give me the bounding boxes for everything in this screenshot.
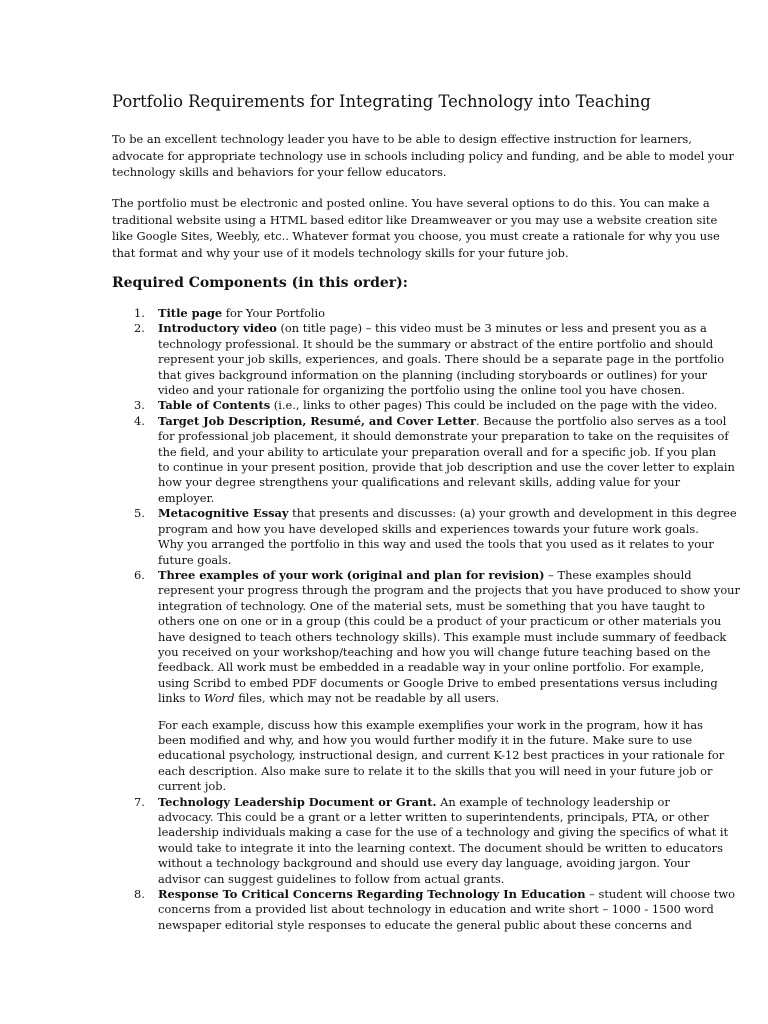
item-text: that gives background information on the planning (including storyboards or outlines) for your	[158, 367, 707, 382]
list-item	[112, 794, 729, 887]
required-components-list	[112, 306, 740, 933]
item-text: video and your rationale for organizing the portfolio using the online tool you have chosen.	[158, 383, 685, 398]
item-text: employer.	[158, 490, 215, 505]
item-lead: Technology Leadership Document or Grant.	[158, 794, 437, 809]
item-text-italic: Word	[204, 691, 235, 706]
item-text: links to	[158, 691, 205, 706]
item-text: program and how you have developed skills and experiences towards your future work goals.	[158, 521, 699, 536]
list-item	[112, 887, 735, 933]
item-text: without a technology background and should use every day language, avoiding jargon. Your	[158, 856, 690, 871]
item-text: files, which may not be readable by all users.	[234, 691, 500, 706]
paragraph-gap	[158, 707, 672, 718]
section-heading: Required Components (in this order):	[112, 275, 408, 291]
item-text: others one on one or in a group (this could be a product of your practicum or other materials you	[158, 614, 722, 629]
item-number: 4.	[134, 413, 145, 428]
item-text: been modified and why, and how you would further modify it in the future. Make sure to use	[158, 732, 693, 747]
item-number: 3.	[134, 398, 145, 413]
item-text: future goals.	[158, 552, 232, 567]
item-text: represent your progress through the program and the projects that you have produced to show your	[158, 583, 740, 598]
item-text: using Scribd to embed PDF documents or Google Drive to embed presentations versus including	[158, 675, 718, 690]
item-text: An example of technology leadership or	[436, 794, 670, 809]
item-text: represent your job skills, experiences, and goals. There should be a separate page in the portfolio	[158, 352, 725, 367]
item-lead: Three examples of your work (original and plan for revision)	[158, 567, 545, 582]
list-item	[112, 398, 718, 413]
list-item	[112, 306, 672, 321]
item-text: . Because the portfolio also serves as a tool	[476, 413, 727, 428]
item-lead: Introductory video	[158, 321, 277, 336]
item-text: current job.	[158, 779, 227, 794]
item-number: 6.	[134, 567, 145, 582]
item-text: would take to integrate it into the learning context. The document should be written to educators	[158, 840, 723, 855]
intro-line: technology skills and behaviors for your fellow educators.	[112, 165, 447, 180]
item-lead: Table of Contents	[158, 398, 271, 413]
item-text: educational psychology, instructional design, and current K-12 best practices in your rationale for	[158, 748, 725, 763]
item-lead: Target Job Description, Resumé, and Cover Letter	[158, 413, 477, 428]
list-item	[112, 567, 740, 795]
item-number: 1.	[134, 306, 145, 320]
item-text: that presents and discusses: (a) your growth and development in this degree	[288, 506, 737, 521]
item-text: the field, and your ability to articulate your preparation overall and for a specific job. If you plan	[158, 444, 717, 459]
list-item	[112, 321, 725, 398]
item-text: to continue in your present position, provide that job description and use the cover letter to explain	[158, 460, 735, 475]
item-text: integration of technology. One of the material sets, must be something that you have taught to	[158, 598, 705, 613]
portfolio-line: that format and why your use of it models technology skills for your future job.	[112, 245, 569, 260]
item-text: (on title page) – this video must be 3 minutes or less and present you as a	[276, 321, 707, 336]
item-number: 7.	[134, 794, 145, 809]
item-text: – These examples should	[544, 567, 692, 582]
item-text: for Your Portfolio	[222, 306, 326, 320]
list-item	[112, 413, 735, 506]
item-lead: Metacognitive Essay	[158, 506, 289, 521]
item-number: 8.	[134, 887, 145, 902]
portfolio-paragraph	[112, 195, 720, 261]
item-text: you received on your workshop/teaching and how you will change future teaching based on the	[158, 644, 711, 659]
item-text: for professional job placement, it should demonstrate your preparation to take on the requisites of	[158, 429, 729, 444]
item-text: (i.e., links to other pages) This could be included on the page with the video.	[270, 398, 718, 413]
item-number: 5.	[134, 506, 145, 521]
portfolio-line: The portfolio must be electronic and posted online. You have several options to do this. You can make a	[112, 196, 710, 210]
intro-paragraph	[112, 131, 735, 181]
intro-line: advocate for appropriate technology use in schools including policy and funding, and be able to model your	[112, 148, 735, 163]
item-text: each description. Also make sure to relate it to the skills that you will need in your future job or	[158, 763, 713, 778]
document-title: Portfolio Requirements for Integrating Technology into Teaching	[112, 92, 651, 111]
portfolio-line: like Google Sites, Weebly, etc.. Whatever format you choose, you must create a rationale for why you use	[112, 229, 720, 244]
intro-line: To be an excellent technology leader you have to be able to design effective instruction for learners,	[112, 132, 692, 146]
item-text: concerns from a provided list about technology in education and write short – 1000 - 1500 word	[158, 902, 714, 917]
item-lead: Title page	[158, 306, 223, 320]
item-text: have designed to teach others technology skills). This example must include summary of feedback	[158, 629, 727, 644]
item-text: how your degree strengthens your qualifications and relevant skills, adding value for your	[158, 475, 681, 490]
item-text: – student will choose two	[585, 887, 735, 902]
item-text: newspaper editorial style responses to educate the general public about these concerns and	[158, 917, 692, 932]
item-text: technology professional. It should be the summary or abstract of the entire portfolio and should	[158, 336, 714, 351]
item-text: advisor can suggest guidelines to follow from actual grants.	[158, 871, 505, 886]
portfolio-line: traditional website using a HTML based editor like Dreamweaver or you may use a website creation site	[112, 212, 718, 227]
item-lead: Response To Critical Concerns Regarding Technology In Education	[158, 887, 586, 902]
item-text: feedback. All work must be embedded in a readable way in your online portfolio. For example,	[158, 660, 705, 675]
item-text: For each example, discuss how this example exemplifies your work in the program, how it has	[158, 717, 703, 732]
item-text: leadership individuals making a case for the use of a technology and giving the specifics of what it	[158, 825, 729, 840]
item-number: 2.	[134, 321, 145, 336]
item-text: Why you arranged the portfolio in this way and used the tools that you used as it relates to your	[158, 537, 714, 552]
item-text: advocacy. This could be a grant or a letter written to superintendents, principals, PTA, or other	[158, 810, 709, 824]
list-item	[112, 506, 737, 568]
